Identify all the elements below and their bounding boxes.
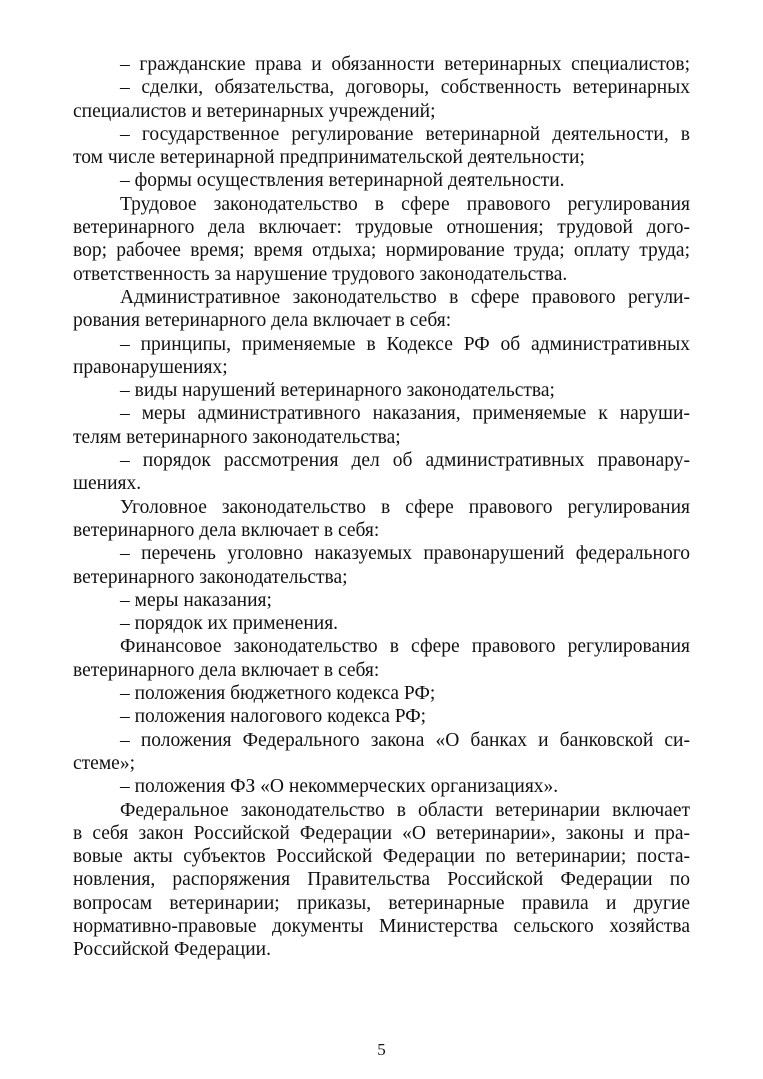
text-line: Трудовое законодательство в сфере правового регулирования [120,193,690,215]
text-line: – порядок их применения. [120,613,339,635]
text-line: Уголовное законодательство в сфере правового регулирования [120,496,690,518]
text-line: – меры наказания; [120,589,272,611]
text-line: Российской Федерации. [73,939,271,961]
text-line: – гражданские права и обязанности ветеринарных специалистов; [120,54,690,75]
text-line: правонарушениях; [73,356,228,378]
text-line: ветеринарного дела включает в себя: [73,659,380,681]
text-line: – перечень уголовно наказуемых правонарушений федерального [120,543,690,565]
text-line: – порядок рассмотрения дел об административных правонару- [120,450,690,472]
text-line: Федеральное законодательство в области ветеринарии включает [120,799,690,821]
text-line: ветеринарного дела включает в себя: [73,519,380,541]
text-line: ветеринарного законодательства; [73,566,348,588]
text-line: в себя закон Российской Федерации «О ветеринарии», законы и пра- [73,822,690,844]
body-text [73,53,690,962]
text-line: телям ветеринарного законодательства; [73,426,401,448]
text-line: – сделки, обязательства, договоры, собственность ветеринарных [120,77,690,99]
text-line: – формы осуществления ветеринарной деятельности. [120,170,565,192]
text-line: – виды нарушений ветеринарного законодательства; [120,380,555,402]
text-line: – положения налогового кодекса РФ; [120,706,427,728]
text-line: рования ветеринарного дела включает в себя: [73,310,452,332]
text-line: Финансовое законодательство в сфере правового регулирования [120,636,690,658]
text-line: стеме»; [73,752,135,774]
text-line: новления, распоряжения Правительства Российской Федерации по [73,869,690,891]
text-line: Административное законодательство в сфере правового регули- [120,286,690,308]
page-number: 5 [377,1040,386,1059]
text-line: шениях. [73,473,142,495]
text-line: – принципы, применяемые в Кодексе РФ об административных [120,333,690,355]
text-line: вопросам ветеринарии; приказы, ветеринарные правила и другие [73,892,690,914]
text-line: специалистов и ветеринарных учреждений; [73,100,436,122]
text-line: том числе ветеринарной предпринимательской деятельности; [73,147,585,169]
text-line: ответственность за нарушение трудового законодательства. [73,263,568,285]
text-line: вор; рабочее время; время отдыха; нормирование труда; оплату труда; [73,240,690,262]
text-line: – государственное регулирование ветеринарной деятельности, в [120,123,690,145]
text-line: – положения ФЗ «О некоммерческих организациях». [120,776,559,798]
text-line: – положения бюджетного кодекса РФ; [120,683,436,705]
text-line: – положения Федерального закона «О банках и банковской си- [120,729,690,751]
text-line: – меры административного наказания, применяемые к наруши- [120,403,690,425]
text-line: вовые акты субъектов Российской Федерации по ветеринарии; поста- [73,846,690,868]
text-line: ветеринарного дела включает: трудовые отношения; трудовой дого- [73,217,690,239]
text-line: нормативно-правовые документы Министерства сельского хозяйства [73,915,690,937]
